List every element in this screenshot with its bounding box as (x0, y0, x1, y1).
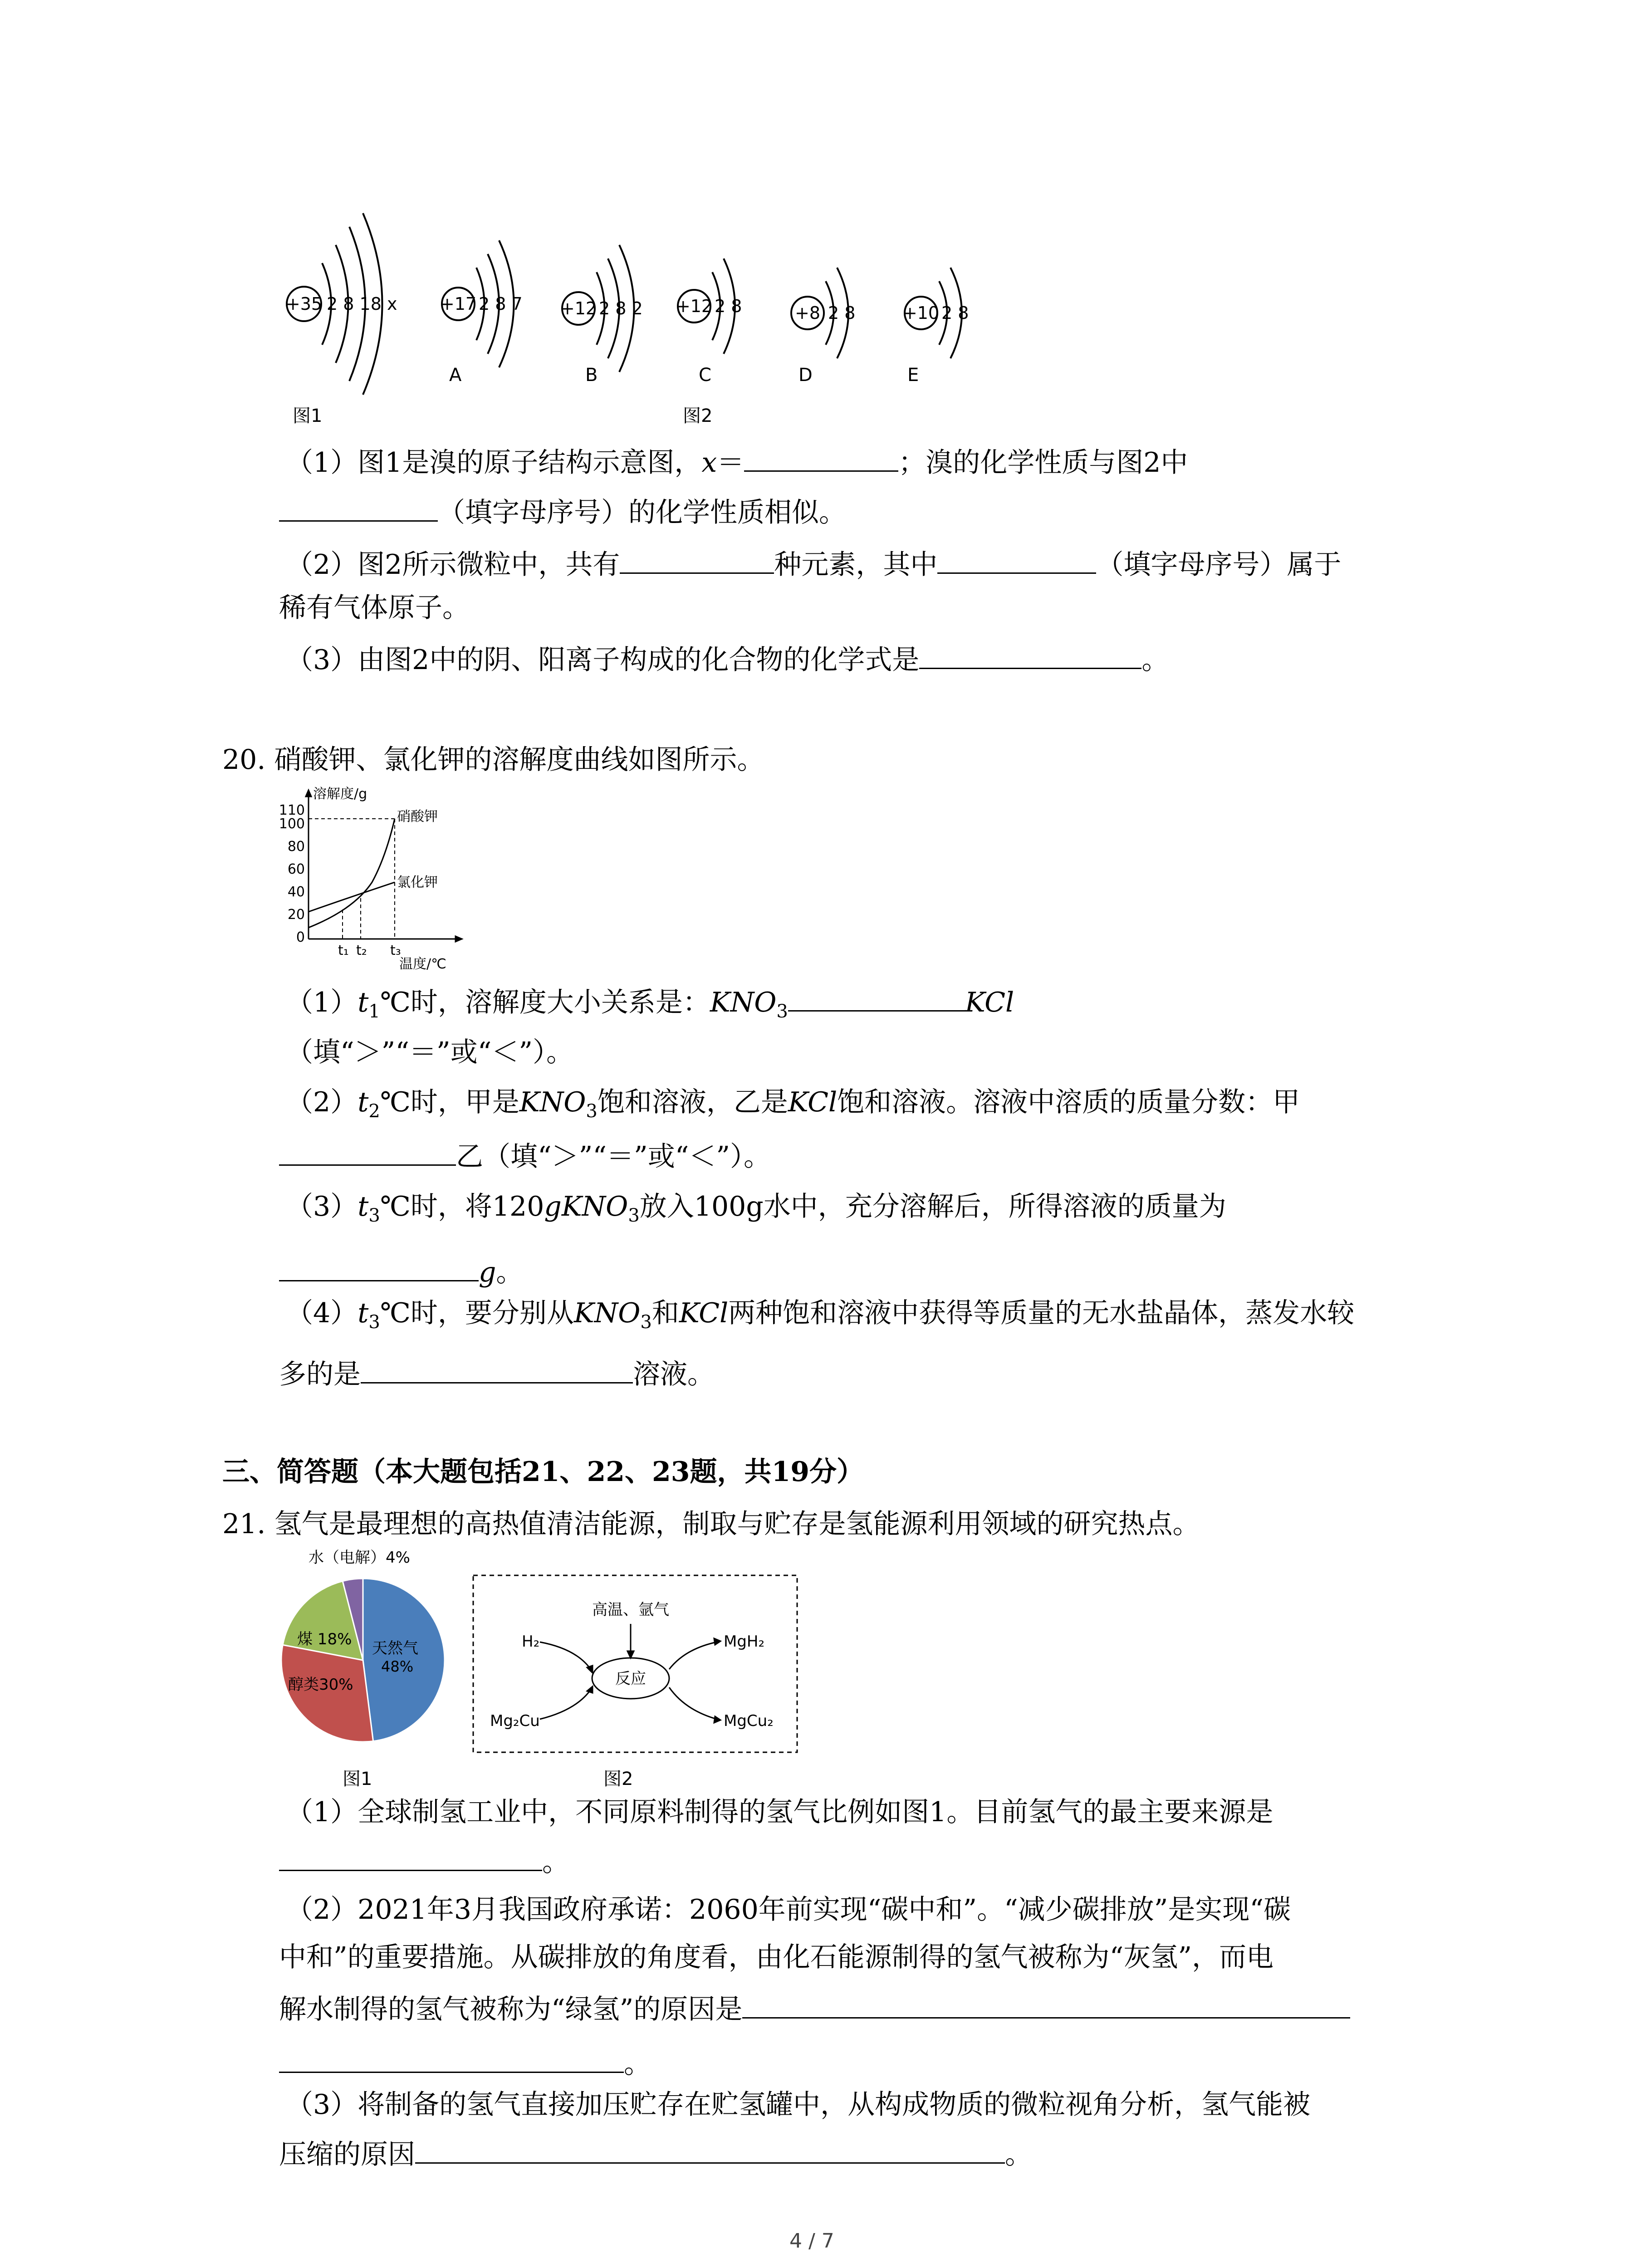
svg-text:60: 60 (287, 861, 305, 877)
q20-part3: $(3)t_3℃$时，将120gKNO$_3$放入100g水中，充分溶解后，所得溶液的质量为 (286, 1191, 1226, 1226)
answer-blank-20-4[interactable] (361, 1354, 633, 1383)
atom-structure-figures (272, 209, 980, 426)
label-e: E (907, 365, 919, 386)
svg-text:110: 110 (279, 802, 305, 818)
answer-blank-formula[interactable] (919, 640, 1141, 669)
q21-part2-line1: （2）2021年3月我国政府承诺：2060年前实现“碳中和”。“减少碳排放”是实现“碳 (286, 1894, 1291, 1926)
solubility-chart (263, 785, 499, 975)
series-kno3-label: 硝酸钾 (397, 809, 438, 825)
svg-text:+12: +12 (676, 296, 713, 316)
pie-label-water: 水（电解）4% (309, 1549, 410, 1567)
label-d: D (798, 365, 813, 386)
svg-text:2 8: 2 8 (715, 296, 742, 316)
q20-part4-line2: 多的是 溶液。 (279, 1354, 715, 1393)
svg-text:+8: +8 (794, 303, 821, 323)
q19-part2-line2: 稀有气体原子。 (279, 592, 470, 624)
svg-text:MgH₂: MgH₂ (724, 1633, 765, 1651)
reaction-condition: 高温、氩气 (592, 1601, 669, 1619)
svg-text:+12: +12 (560, 298, 597, 318)
x-axis-label: 温度/℃ (399, 956, 446, 972)
q20-part3-line2: g。 (279, 1252, 523, 1290)
answer-blank-21-2a[interactable] (742, 1989, 1350, 2019)
answer-blank-similar[interactable] (279, 492, 438, 522)
q20-part4: $(4)t_3℃$时，要分别从$KNO_3$和KCl两种饱和溶液中获得等质量的无水盐晶体，蒸发水较 (286, 1297, 1355, 1333)
svg-text:MgCu₂: MgCu₂ (724, 1712, 774, 1730)
q21-part3-line1: （3）将制备的氢气直接加压贮存在贮氢罐中，从构成物质的微粒视角分析，氢气能被 (286, 2089, 1311, 2121)
svg-text:t₁: t₁ (338, 943, 349, 958)
section-heading: 三、简答题（本大题包括21、22、23题，共19分） (222, 1456, 864, 1488)
svg-text:80: 80 (287, 839, 305, 855)
svg-text:2 8: 2 8 (941, 303, 969, 323)
pie-label-gas: 天然气 (372, 1639, 418, 1657)
q19-part3: （3）由图2中的阴、阳离子构成的化合物的化学式是 。 (286, 640, 1169, 678)
q21-part3-line2: 压缩的原因 。 (279, 2134, 1032, 2173)
br-shell-label: 2 8 18 x (327, 294, 397, 314)
series-kcl-label: 氯化钾 (397, 875, 438, 890)
answer-blank-20-2[interactable] (279, 1136, 456, 1166)
page-number: 4 / 7 (789, 2229, 834, 2253)
pie-label-alcohol: 醇类30% (288, 1676, 353, 1694)
q21-part2-line4: 。 (279, 2043, 651, 2082)
answer-blank-20-1[interactable] (788, 982, 965, 1012)
q21-part1: （1）全球制氢工业中，不同原料制得的氢气比例如图1。目前氢气的最主要来源是 (286, 1796, 1274, 1828)
svg-text:反应: 反应 (615, 1670, 646, 1688)
svg-text:t₂: t₂ (356, 943, 367, 958)
label-c: C (699, 365, 711, 386)
q20-part1-hint: （填“＞”“＝”或“＜”）。 (286, 1036, 574, 1068)
answer-blank-x[interactable] (744, 442, 898, 472)
svg-text:2 8 7: 2 8 7 (479, 294, 523, 314)
svg-text:H₂: H₂ (522, 1633, 540, 1651)
svg-text:100: 100 (279, 816, 305, 832)
q21-fig2-caption: 图2 (603, 1769, 633, 1789)
answer-blank-noble[interactable] (937, 544, 1096, 574)
q20-part2: $(2)t_2℃$时，甲是$KNO_3$饱和溶液，乙是KCl饱和溶液。溶液中溶质的质量分数：甲 (286, 1086, 1300, 1122)
q20-part2-line2: 乙（填“＞”“＝”或“＜”）。 (279, 1136, 771, 1175)
q21-stem: 21. 氢气是最理想的高热值清洁能源，制取与贮存是氢能源利用领域的研究热点。 (222, 1508, 1200, 1540)
svg-text:48%: 48% (381, 1658, 414, 1675)
svg-text:2 8 2: 2 8 2 (599, 298, 643, 318)
svg-text:20: 20 (287, 907, 305, 923)
q20-stem: 20. 硝酸钾、氯化钾的溶解度曲线如图所示。 (222, 744, 764, 776)
fig1-caption: 图1 (293, 406, 323, 426)
q21-part2-line3: 解水制得的氢气被称为“绿氢”的原因是 (279, 1989, 1350, 2028)
q19-part1-line2: （填字母序号）的化学性质相似。 (279, 492, 846, 531)
kno3-curve (309, 819, 395, 928)
answer-blank-21-2b[interactable] (279, 2043, 624, 2073)
y-axis-label: 溶解度/g (313, 786, 367, 802)
fig2-caption: 图2 (683, 406, 713, 426)
q21-fig1-caption: 图1 (343, 1769, 372, 1789)
pie-label-coal: 煤 18% (297, 1630, 352, 1648)
svg-text:0: 0 (296, 929, 305, 945)
label-b: B (585, 365, 598, 386)
svg-text:+17: +17 (440, 294, 477, 314)
reaction-diagram (472, 1574, 798, 1755)
q19-part1-line1: （1）图1是溴的原子结构示意图，x＝ ；溴的化学性质与图2中 (286, 442, 1188, 481)
svg-text:+10: +10 (902, 303, 940, 323)
q21-part1-line2: 。 (279, 1842, 569, 1880)
q21-part2-line2: 中和”的重要措施。从碳排放的角度看，由化石能源制得的氢气被称为“灰氢”，而电 (279, 1941, 1274, 1973)
svg-text:2 8: 2 8 (828, 303, 856, 323)
label-a: A (449, 365, 462, 386)
kcl-curve (309, 882, 395, 912)
svg-text:Mg₂Cu: Mg₂Cu (490, 1712, 540, 1730)
answer-blank-21-3[interactable] (415, 2134, 1005, 2164)
q20-part1: $(1)t_1℃$时，溶解度大小关系是：$KNO_3$ KCl (286, 982, 1014, 1030)
answer-blank-elements[interactable] (620, 544, 774, 574)
svg-text:40: 40 (287, 884, 305, 900)
hydrogen-source-pie-chart (272, 1547, 463, 1765)
svg-text:t₃: t₃ (390, 943, 401, 958)
q19-part2-line1: （2）图2所示微粒中，共有 种元素，其中 （填字母序号）属于 (286, 544, 1341, 583)
answer-blank-20-3[interactable] (279, 1252, 479, 1281)
br-core-label: +35 (285, 294, 323, 314)
answer-blank-21-1[interactable] (279, 1842, 542, 1871)
